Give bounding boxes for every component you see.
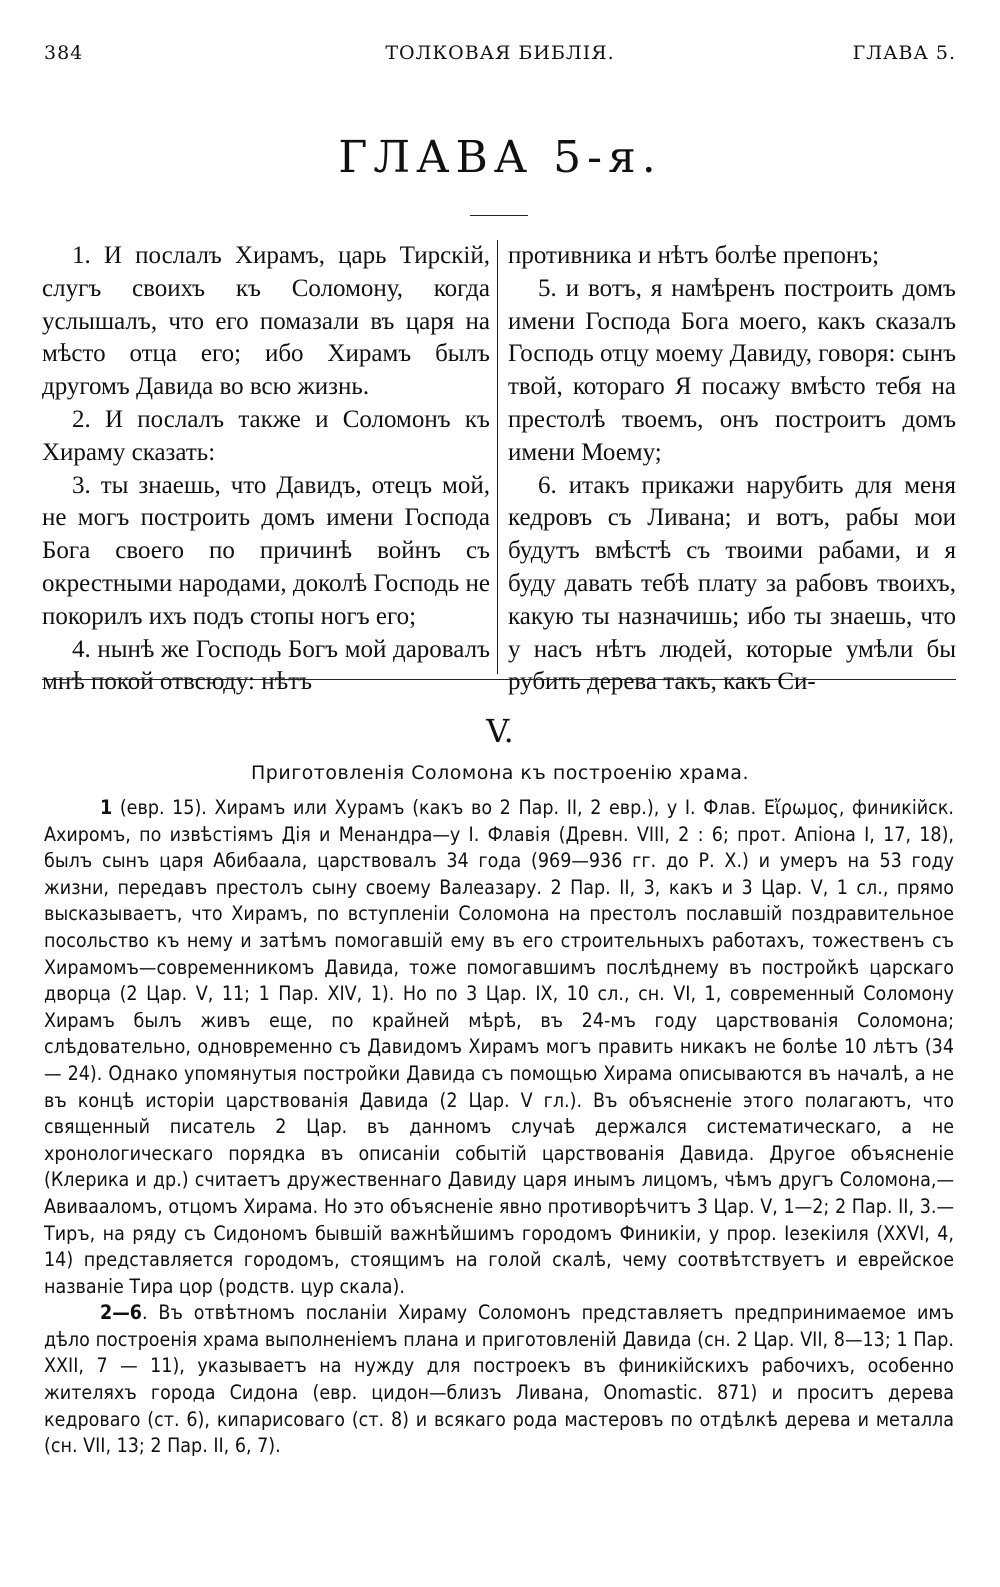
section-number: V. (486, 712, 514, 750)
book-title: ТОЛКОВАЯ БИБЛІЯ. (385, 42, 615, 64)
commentary-text (44, 795, 954, 1460)
title-rule (470, 215, 528, 216)
verse-4: 4. нынѣ же Господь Богъ мой даровалъ мнѣ покой отвсюду: нѣтъ (42, 635, 490, 696)
verse-reference: 1 (100, 796, 113, 819)
scripture-text (42, 240, 956, 696)
verse-1: 1. И послалъ Хирамъ, царь Тирскій, слугъ своихъ къ Соломону, когда услышалъ, что его помазали въ царя на мѣсто отца его; ибо Хирамъ былъ другомъ Давида во всю жизнь. (42, 242, 490, 401)
commentary-paragraph (44, 1300, 954, 1460)
verse-5: 5. и вотъ, я намѣренъ построить домъ имени Господа Бога моего, какъ сказалъ Господь отцу моему Давиду, говоря: сынъ твой, котораго Я посажу вмѣсто тебя на престолѣ твоемъ, онъ построитъ домъ имени Моему; (508, 274, 956, 466)
commentary-paragraph (44, 795, 954, 1300)
verse-3: 3. ты знаешь, что Давидъ, отецъ мой, не могъ построить домъ имени Господа Бога своего по причинѣ войнъ съ окрестными народами, доколѣ Господь не покорилъ ихъ подъ стопы ногъ его; (42, 471, 490, 630)
page-number: 384 (44, 42, 84, 64)
running-head (44, 42, 956, 72)
verse-reference: 2—6 (100, 1301, 142, 1325)
commentary-body: . Въ отвѣтномъ посланіи Хираму Соломонъ представляетъ предпринимаемое имъ дѣло построенія храма выполненіемъ плана и приготовленій Давида (сн. 2 Цар. VII, 8—13; 1 Пар. XXII, 7 — 11), указываетъ на нужду для построекъ въ финикійскихъ рабочихъ, особенно жителяхъ города Сидона (евр. цидон—близъ Ливана, Onomastic. 871) и проситъ дерева кедроваго (ст. 6), кипарисоваго (ст. 8) и всякаго рода мастеровъ по отдѣлкѣ дерева и металла (сн. VII, 13; 2 Пар. II, 6, 7). (44, 1301, 954, 1458)
scripture-left-column (42, 240, 490, 699)
section-title: Приготовленія Соломона къ построенію храма. (251, 762, 749, 784)
chapter-title: ГЛАВА 5-я. (338, 132, 662, 183)
section-rule (42, 679, 956, 680)
verse-2: 2. И послалъ также и Соломонъ къ Хираму сказать: (42, 405, 490, 466)
verse-4-continuation: противника и нѣтъ болѣе препонъ; (508, 242, 880, 269)
running-chapter-label: ГЛАВА 5. (852, 42, 956, 64)
commentary-body: (евр. 15). Хирамъ или Хурамъ (какъ во 2 Пар. II, 2 евр.), у І. Флав. Εἴρωμος, финикійск. Ахиромъ, по извѣстіямъ Дія и Менандра—у І. Флавія (Древн. VIII, 2 : 6; прот. Апіона І, 17, 18), былъ сынъ царя Абибаала, царствовалъ 34 года (969—936 гг. до Р. Х.) и умеръ на 53 году жизни, передавъ престолъ сыну своему Валеазару. 2 Пар. II, 3, какъ и 3 Цар. V, 1 сл., прямо высказываетъ, что Хирамъ, по вступленіи Соломона на престолъ пославшій поздравительное посольство къ нему и затѣмъ помогавшій ему въ его строительныхъ работахъ, тожественъ съ Хирамомъ—современникомъ Давида, тоже помогавшимъ послѣднему въ постройкѣ царскаго дворца (2 Цар. V, 11; 1 Пар. XIV, 1). Но по 3 Цар. IX, 10 сл., сн. VI, 1, современный Соломону Хирамъ былъ живъ еще, по крайней мѣрѣ, въ 24-мъ году царствованія Соломона; слѣдовательно, одновременно съ Давидомъ Хирамъ могъ править никакъ не болѣе 10 лѣтъ (34 — 24). Однако упомянутыя постройки Давида съ помощью Хирама описываются въ началѣ, а не въ концѣ исторіи царствованія Давида (2 Цар. V гл.). Въ объясненіе этого полагаютъ, что священный писатель 2 Цар. въ данномъ случаѣ держался систематическаго, а не хронологическаго порядка въ описаніи событій царствованія Давида. Другое объясненіе (Клерика и др.) считаетъ дружественнаго Давиду царя инымъ лицомъ, чѣмъ другъ Соломона,—Авивааломъ, отцомъ Хирама. Но это объясненіе явно противорѣчитъ 3 Цар. V, 1—2; 2 Пар. II, 3.—Тиръ, на ряду съ Сидономъ бывшій важнѣйшимъ городомъ Финикіи, у прор. Іезекіиля (XXVI, 4, 14) представляется городомъ, стоящимъ на голой скалѣ, чему соотвѣтствуетъ и еврейское названіе Тира цор (родств. цур скала). (44, 796, 954, 1298)
scripture-right-column (508, 240, 956, 699)
column-divider (497, 240, 498, 674)
verse-6: 6. итакъ прикажи нарубить для меня кедровъ съ Ливана; и вотъ, рабы мои будутъ вмѣстѣ съ твоими рабами, и я буду давать тебѣ плату за рабовъ твоихъ, какую ты назначишь; ибо ты знаешь, что у насъ нѣтъ людей, которые умѣли бы рубить дерева такъ, какъ Си- (508, 471, 956, 696)
